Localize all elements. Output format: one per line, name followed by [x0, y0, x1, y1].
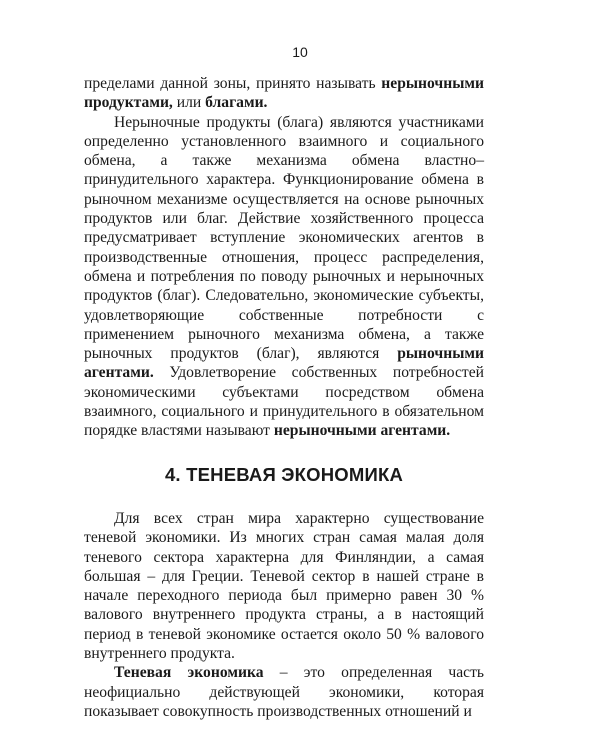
paragraph-nonmarket-products: [84, 113, 484, 441]
section-heading: 4. ТЕНЕВАЯ ЭКОНОМИКА: [164, 463, 404, 485]
paragraph-text: Для всех стран мира характерно существование теневой экономики. Из многих стран самая малая доля теневого сектора характерна для Финляндии, а самая большая – для Греции. Теневой сектор в нашей стране в начале переходного периода был примерно равен 30 % валового внутреннего продукта страны, а в настоящий период в теневой экономике остается около 50 % валового внутреннего продукта.: [84, 509, 484, 663]
page-content: [84, 74, 484, 721]
paragraph-shadow-economy-intro: [84, 509, 484, 663]
term-market-agents: рыночными агентами.: [84, 345, 484, 382]
paragraph-continued: [84, 74, 484, 113]
paragraph-text: Нерыночные продукты (блага) являются участниками определенно установленного взаимного и социального обмена, а также механизма обмена властно–принудительного характера. Функционирование обмена в рыночном механизме осуществляется на основе рыночных продуктов или благ. Действие хозяйственного процесса предусматривает вступление экономических агентов в производственные отношения, процесс распределения, обмена и потребления по поводу рыночных и нерыночных продуктов (благ). Следовательно, экономические субъекты, удовлетворяющие собственные потребности с применением рыночного механизма обмена, а также рыночных продуктов (благ), являются: [84, 113, 484, 363]
page-number: 10: [292, 44, 308, 60]
term-shadow-economy: Теневая экономика: [114, 664, 264, 682]
paragraph-text: пределами данной зоны, принято называть: [84, 75, 382, 92]
paragraph-text: или: [172, 94, 206, 112]
term-nonmarket-agents: нерыночными агентами.: [273, 422, 451, 440]
paragraph-shadow-economy-definition: [84, 663, 484, 721]
paragraph-text: – это определенная часть неофициально действующей экономики, которая показывает совокупность производственных отношений и: [84, 664, 484, 720]
term-nonmarket-products: нерыночными продуктами,: [84, 75, 484, 112]
paragraph-text: Удовлетворение собственных потребностей экономическими субъектами посредством обмена взаимного, социального и принудительного в обязательном порядке властями называют: [84, 364, 484, 440]
term-goods: благами.: [205, 94, 268, 112]
